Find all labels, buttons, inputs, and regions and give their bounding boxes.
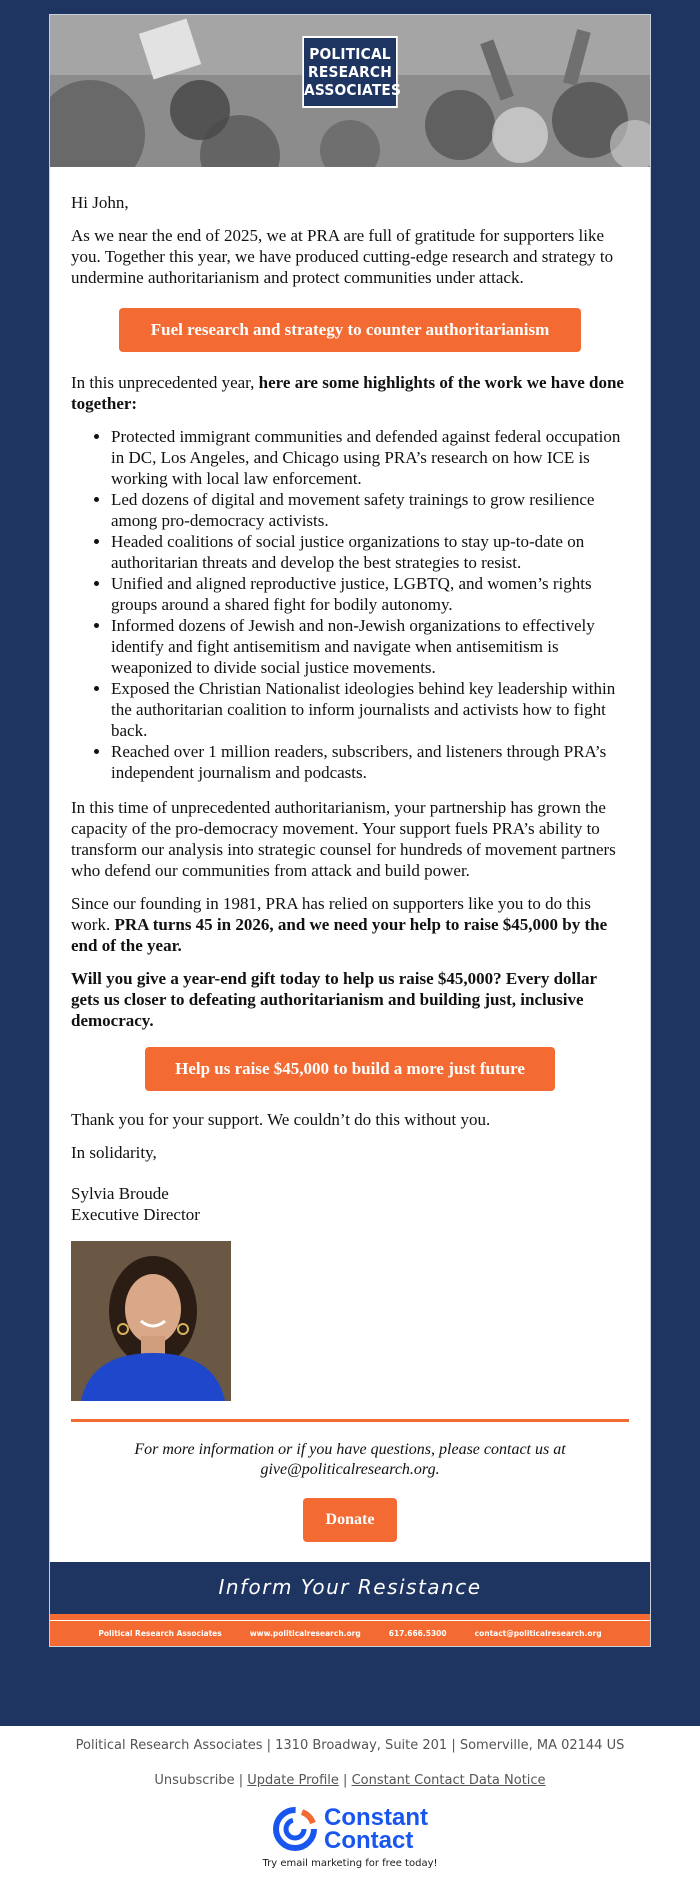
footer-links (0, 1773, 700, 1788)
constant-contact-wordmark (324, 1806, 428, 1852)
intro-paragraph: As we near the end of 2025, we at PRA are full of gratitude for supporters like you. Together this year, we have produced cutting-edge research and strategy to undermine authoritarianism and protect communities under attack. (71, 226, 614, 287)
signer-name: Sylvia Broude (71, 1184, 169, 1203)
data-notice-link[interactable]: Constant Contact Data Notice (351, 1773, 546, 1788)
link-separator: | (238, 1773, 244, 1788)
founding-plain: Since our founding in 1981, PRA has relied on supporters like you to do this work. (71, 894, 591, 934)
cc-line1: Constant (324, 1804, 428, 1831)
tagline-text: Inform Your Resistance (218, 1575, 482, 1599)
contact-strip (50, 1620, 650, 1646)
constant-contact-icon (272, 1806, 318, 1852)
raise-45000-button[interactable]: Help us raise $45,000 to build a more just future (145, 1047, 555, 1091)
contact-info (71, 1440, 629, 1480)
mailing-address: Political Research Associates | 1310 Broadway, Suite 201 | Somerville, MA 02144 US (75, 1738, 625, 1753)
link-separator: | (343, 1773, 348, 1788)
thanks-paragraph: Thank you for your support. We couldn’t do this without you. (71, 1110, 491, 1129)
header-banner (50, 15, 650, 167)
orange-divider (71, 1419, 629, 1422)
founding-paragraph (71, 893, 629, 956)
greeting: Hi John, (71, 193, 129, 212)
cc-line2: Contact (324, 1827, 414, 1854)
unsubscribe-link[interactable]: Unsubscribe (154, 1773, 235, 1788)
list-item: • Headed coalitions of social justice organizations to stay up-to-date on authoritarian threats and develop the best strategies to resist. (111, 531, 629, 573)
portrait-image (71, 1241, 231, 1401)
logo-line: RESEARCH (308, 63, 392, 81)
highlights-lead-bold: here are some highlights of the work we have done together: (71, 373, 624, 413)
contact-website[interactable]: www.politicalresearch.org (249, 1629, 361, 1638)
logo-line: POLITICAL (309, 45, 391, 63)
list-item: • Informed dozens of Jewish and non-Jewish organizations to effectively identify and fight antisemitism and navigate when antisemitism is weaponized to divide social justice movements. (111, 615, 629, 678)
closing: In solidarity, (71, 1143, 157, 1162)
list-item: • Unified and aligned reproductive justice, LGBTQ, and women’s rights groups around a shared fight for bodily autonomy. (111, 573, 629, 615)
email-content (50, 167, 650, 1542)
list-item: • Protected immigrant communities and defended against federal occupation in DC, Los Angeles, and Chicago using PRA’s research on how ICE is working with local law enforcement. (111, 426, 629, 489)
donate-button[interactable]: Donate (303, 1498, 397, 1542)
tagline-banner (50, 1562, 650, 1614)
contact-email[interactable]: give@politicalresearch.org. (260, 1461, 440, 1478)
email-card (49, 14, 651, 1647)
partnership-paragraph: In this time of unprecedented authoritarianism, your partnership has grown the capacity of the pro-democracy movement. Your support fuels PRA’s ability to transform our analysis into strategic counsel for hundreds of movement partners who defend our communities from attack and build power. (71, 798, 616, 880)
ask-paragraph (71, 968, 629, 1031)
highlights-lead-plain: In this unprecedented year, (71, 373, 259, 392)
pra-logo (302, 36, 402, 108)
contact-phone: 617.666.5300 (388, 1629, 447, 1638)
system-footer (0, 1726, 700, 1869)
contact-info-text: For more information or if you have questions, please contact us at (134, 1441, 566, 1458)
logo-line: ASSOCIATES (304, 81, 402, 99)
list-item: • Exposed the Christian Nationalist ideologies behind key leadership within the authoritarian coalition to inform journalists and activists how to fight back. (111, 678, 629, 741)
contact-org: Political Research Associates (98, 1629, 222, 1638)
fuel-research-button[interactable]: Fuel research and strategy to counter authoritarianism (119, 308, 581, 352)
contact-email-strip[interactable]: contact@politicalresearch.org (474, 1629, 602, 1638)
update-profile-link[interactable]: Update Profile (247, 1773, 339, 1788)
cc-tagline[interactable]: Try email marketing for free today! (262, 1858, 438, 1869)
highlights-lead (71, 372, 629, 414)
list-item: • Led dozens of digital and movement safety trainings to grow resilience among pro-democracy activists. (111, 489, 629, 531)
ask-bold: Will you give a year-end gift today to help us raise $45,000? Every dollar gets us closer to defeating authoritarianism and building just, inclusive democracy. (71, 969, 597, 1030)
highlights-list (71, 426, 629, 783)
signer-photo (71, 1241, 231, 1401)
signer-title: Executive Director (71, 1205, 200, 1224)
founding-bold: PRA turns 45 in 2026, and we need your help to raise $45,000 by the end of the year. (71, 915, 608, 955)
constant-contact-logo[interactable] (0, 1806, 700, 1852)
list-item: • Reached over 1 million readers, subscribers, and listeners through PRA’s independent journalism and podcasts. (111, 741, 629, 783)
